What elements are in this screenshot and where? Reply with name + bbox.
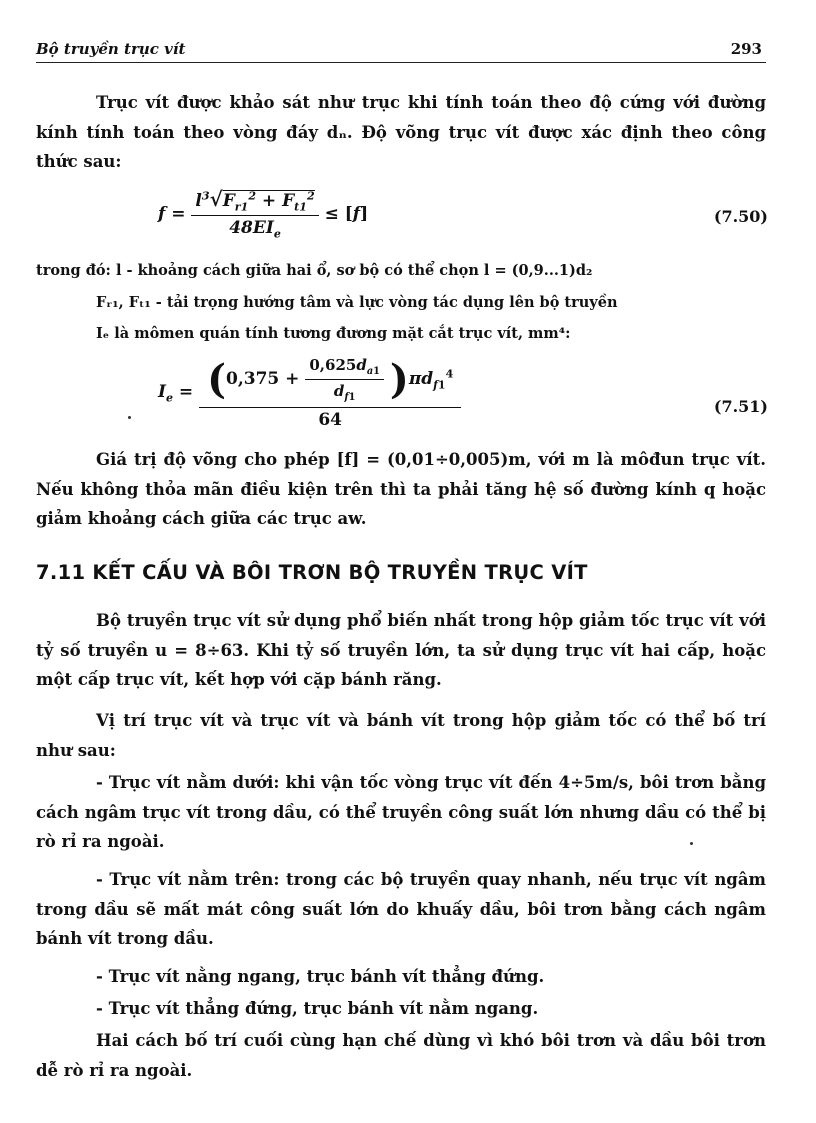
paragraph-usage: Bộ truyền trục vít sử dụng phổ biến nhất trong hộp giảm tốc trục vít với tỷ số truyền u = 8÷63. Khi tỷ số truyền lớn, ta sử dụng trục vít hai cấp, hoặc một cấp trục vít, kết hợp với cặp bánh răng. bbox=[36, 611, 766, 689]
page-number: 293 bbox=[730, 40, 762, 58]
equation-7-51: $I_e$ = (0,375 + $\frac{0,625d_{a1}}{d_{f1}}$ )$\pi d_{f1}^4$ 64 bbox=[158, 356, 461, 430]
section-heading: 7.11 KẾT CẤU VÀ BÔI TRƠN BỘ TRUYỀN TRỤC VÍT bbox=[36, 561, 588, 584]
header-title: Bộ truyền trục vít bbox=[36, 40, 186, 58]
paragraph-deflection: Giá trị độ võng cho phép [f] = (0,01÷0,005)m, với m là môđun trục vít. Nếu không thỏa mãn điều kiện trên thì ta phải tăng hệ số đường kính q hoặc giảm khoảng cách giữa các trục aw. bbox=[36, 450, 766, 528]
running-header bbox=[36, 38, 766, 63]
paragraph-intro: Trục vít được khảo sát như trục khi tính toán theo độ cứng với đường kính tính toán theo vòng đáy dₙ. Độ võng trục vít được xác định theo công thức sau: bbox=[36, 93, 766, 171]
equation-number-7-50: (7.50) bbox=[713, 207, 768, 226]
equation-number-7-51: (7.51) bbox=[713, 397, 768, 416]
definition-forces: Fᵣ₁, Fₜ₁ - tải trọng hướng tâm và lực vòng tác dụng lên bộ truyền bbox=[96, 294, 618, 311]
scan-speck bbox=[128, 416, 131, 419]
paragraph-worm-below: - Trục vít nằm dưới: khi vận tốc vòng trục vít đến 4÷5m/s, bôi trơn bằng cách ngâm trục vít trong dầu, có thể truyền công suất lớn nhưng dầu có thể bị rò rỉ ra ngoài. bbox=[36, 773, 766, 851]
paragraph-conclusion: Hai cách bố trí cuối cùng hạn chế dùng vì khó bôi trơn và dầu bôi trơn dễ rò rỉ ra ngoài. bbox=[36, 1031, 766, 1080]
paragraph-vertical: - Trục vít thẳng đứng, trục bánh vít nằm ngang. bbox=[96, 999, 539, 1018]
paragraph-arrangement: Vị trí trục vít và trục vít và bánh vít trong hộp giảm tốc có thể bố trí như sau: bbox=[36, 711, 766, 760]
equation-7-50: f = $\frac{l^3√F_{r1}^2 + F_{t1}^2}{48EI_e}$ ≤ [f] bbox=[158, 187, 369, 241]
definition-l: trong đó: l - khoảng cách giữa hai ổ, sơ bộ có thể chọn l = (0,9...1)d₂ bbox=[36, 262, 593, 279]
paragraph-horizontal: - Trục vít nằng ngang, trục bánh vít thẳng đứng. bbox=[96, 967, 545, 986]
paragraph-worm-above: - Trục vít nằm trên: trong các bộ truyền quay nhanh, nếu trục vít ngâm trong dầu sẽ mất mát công suất lớn do khuấy dầu, bôi trơn bằng cách ngâm bánh vít trong dầu. bbox=[36, 870, 766, 948]
definition-inertia: Iₑ là mômen quán tính tương đương mặt cắt trục vít, mm⁴: bbox=[96, 325, 571, 342]
scan-speck-2 bbox=[690, 842, 693, 845]
